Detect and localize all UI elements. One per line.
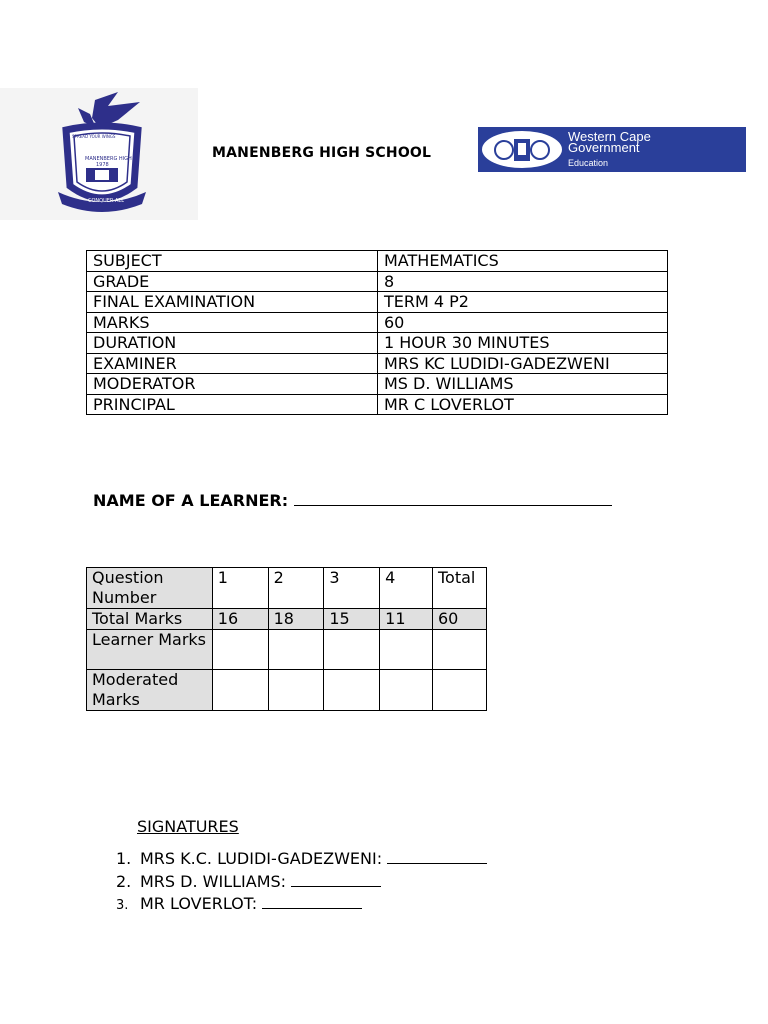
signature-number: 1. — [116, 849, 132, 868]
info-row — [87, 353, 668, 374]
info-label: MODERATOR — [87, 374, 378, 395]
marks-header-cell: Total — [432, 568, 486, 609]
info-value: MS D. WILLIAMS — [378, 374, 668, 395]
marks-header-cell: 2 — [268, 568, 324, 609]
learner-name-label: NAME OF A LEARNER: — [93, 491, 289, 510]
marks-row-label: Total Marks — [87, 609, 213, 630]
marks-row-label: Learner Marks — [87, 630, 213, 670]
info-value: 1 HOUR 30 MINUTES — [378, 333, 668, 354]
coat-of-arms-icon — [482, 131, 562, 168]
marks-cell: 11 — [380, 609, 433, 630]
info-row — [87, 292, 668, 313]
info-label: MARKS — [87, 312, 378, 333]
marks-cell[interactable] — [268, 630, 324, 670]
info-label: GRADE — [87, 271, 378, 292]
info-label: FINAL EXAMINATION — [87, 292, 378, 313]
crest-motto-top: SPREAD YOUR WINGS — [72, 134, 116, 139]
signature-line[interactable] — [262, 894, 362, 909]
info-value: MATHEMATICS — [378, 251, 668, 272]
marks-row — [87, 609, 487, 630]
info-row — [87, 271, 668, 292]
school-crest-logo — [0, 88, 198, 220]
exam-info-table — [86, 250, 668, 415]
marks-cell: 60 — [432, 609, 486, 630]
marks-cell[interactable] — [212, 670, 268, 711]
marks-cell[interactable] — [324, 630, 380, 670]
info-row — [87, 333, 668, 354]
crest-year: 1978 — [96, 162, 109, 168]
wc-logo-line2: Government — [568, 140, 640, 155]
wc-logo-line3: Education — [568, 158, 609, 168]
info-label: EXAMINER — [87, 353, 378, 374]
info-value: MR C LOVERLOT — [378, 394, 668, 415]
signature-item — [116, 893, 487, 918]
info-value: TERM 4 P2 — [378, 292, 668, 313]
marks-row — [87, 670, 487, 711]
signature-name: MRS D. WILLIAMS: — [140, 871, 287, 891]
signature-item — [116, 871, 487, 894]
learner-name-line[interactable] — [294, 489, 612, 506]
signature-name: MR LOVERLOT: — [140, 894, 258, 913]
signature-name: MRS K.C. LUDIDI-GADEZWENI: — [140, 849, 383, 868]
marks-header-cell: 3 — [324, 568, 380, 609]
marks-cell[interactable] — [212, 630, 268, 670]
marks-cell[interactable] — [432, 670, 486, 711]
marks-cell: 15 — [324, 609, 380, 630]
info-value: 60 — [378, 312, 668, 333]
marks-header-cell: 1 — [212, 568, 268, 609]
info-label: DURATION — [87, 333, 378, 354]
crest-school-name: MANENBERG HIGH — [85, 156, 132, 162]
info-label: SUBJECT — [87, 251, 378, 272]
info-row — [87, 251, 668, 272]
marks-cell[interactable] — [380, 670, 433, 711]
school-name: MANENBERG HIGH SCHOOL — [212, 145, 432, 161]
crest-motto-bottom: CONQUER ALL — [88, 198, 124, 204]
signature-number: 2. — [116, 871, 132, 891]
marks-header-cell: Question Number — [87, 568, 213, 609]
marks-cell[interactable] — [268, 670, 324, 711]
info-value: 8 — [378, 271, 668, 292]
signature-number: 3. — [116, 898, 129, 913]
marks-cell[interactable] — [432, 630, 486, 670]
signature-line[interactable] — [387, 849, 487, 864]
marks-cell: 18 — [268, 609, 324, 630]
learner-name-field — [93, 489, 612, 510]
marks-cell[interactable] — [380, 630, 433, 670]
signature-item — [116, 848, 487, 871]
info-row — [87, 312, 668, 333]
marks-header-cell: 4 — [380, 568, 433, 609]
signatures-title: SIGNATURES — [137, 817, 239, 836]
info-label: PRINCIPAL — [87, 394, 378, 415]
marks-row — [87, 630, 487, 670]
marks-cell[interactable] — [324, 670, 380, 711]
marks-header-row — [87, 568, 487, 609]
signature-line[interactable] — [291, 872, 381, 887]
western-cape-government-logo — [478, 127, 746, 172]
info-row — [87, 394, 668, 415]
marks-table — [86, 567, 487, 711]
info-row — [87, 374, 668, 395]
signatures-list — [116, 848, 487, 918]
marks-row-label: Moderated Marks — [87, 670, 213, 711]
marks-cell: 16 — [212, 609, 268, 630]
wc-logo-line1: Western Cape — [568, 129, 651, 144]
info-value: MRS KC LUDIDI-GADEZWENI — [378, 353, 668, 374]
